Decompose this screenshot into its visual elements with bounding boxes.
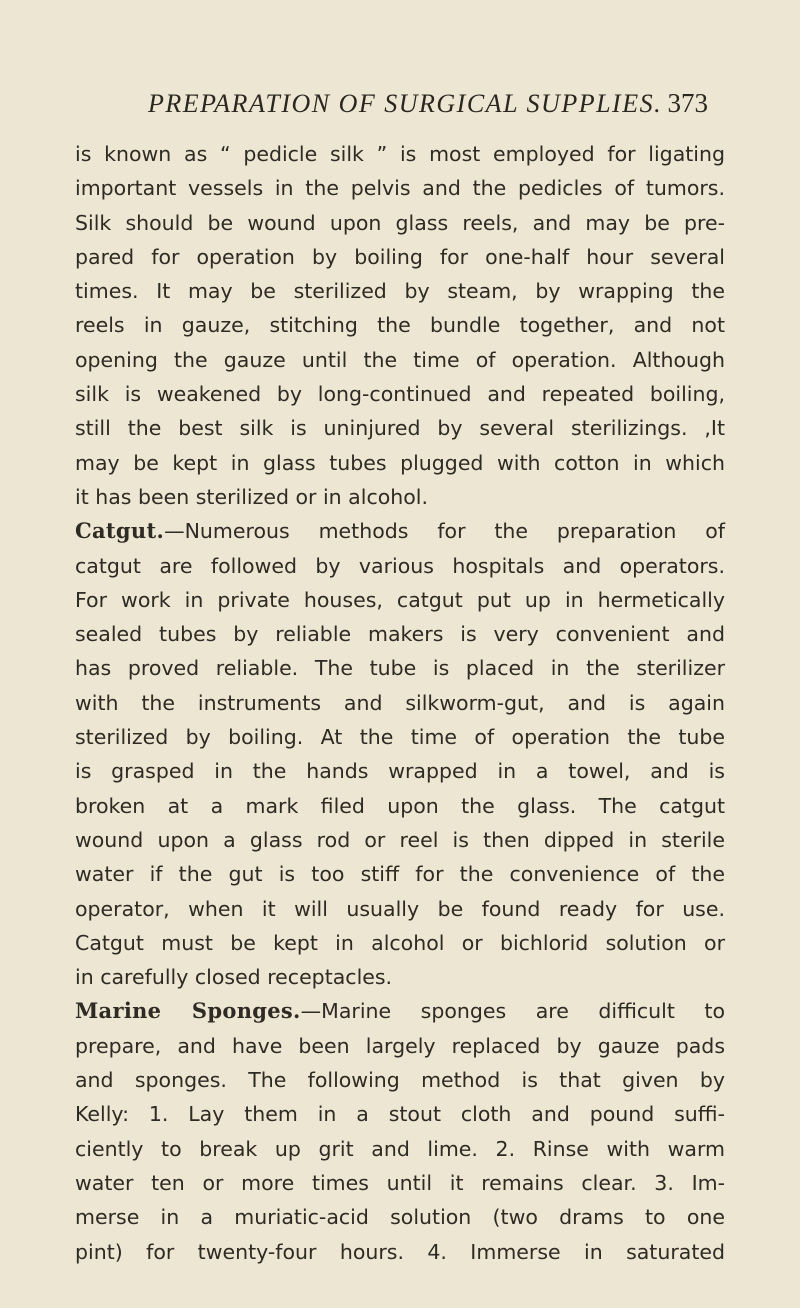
text-line: For work in private houses, catgut put up in hermetically — [75, 587, 725, 612]
text-line: water ten or more times until it remains clear. 3. Im- — [75, 1170, 725, 1195]
text-line: times. It may be sterilized by steam, by wrapping the — [75, 279, 725, 304]
text-fragment: —Numerous methods for the preparation of — [164, 519, 725, 544]
paragraph-catgut — [75, 514, 725, 994]
text-line: catgut are followed by various hospitals and operators. — [75, 553, 725, 578]
text-line-with-heading — [75, 514, 725, 548]
text-line: silk is weakened by long-continued and repeated boiling, — [75, 382, 725, 407]
text-line: is known as “ pedicle silk ” is most employed for ligating — [75, 142, 725, 166]
text-line: Silk should be wound upon glass reels, and may be pre- — [75, 210, 725, 235]
text-line: still the best silk is uninjured by several sterilizings. ,It — [75, 416, 725, 441]
section-heading-catgut: Catgut. — [75, 518, 165, 544]
text-line: water if the gut is too stiff for the convenience of the — [75, 862, 725, 887]
text-line: important vessels in the pelvis and the pedicles of tumors. — [75, 176, 725, 201]
page-number: 373 — [667, 88, 708, 118]
text-line: Catgut must be kept in alcohol or bichlorid solution or — [75, 930, 725, 955]
running-head — [148, 88, 708, 119]
body-text — [75, 137, 725, 1269]
text-line: may be kept in glass tubes plugged with cotton in which — [75, 450, 725, 475]
running-title: PREPARATION OF SURGICAL SUPPLIES. — [148, 89, 663, 118]
paragraph-silk — [75, 137, 725, 514]
text-line: prepare, and have been largely replaced by gauze pads — [75, 1033, 725, 1058]
text-line: Kelly: 1. Lay them in a stout cloth and pound suffi- — [75, 1102, 725, 1127]
text-line: sterilized by boiling. At the time of operation the tube — [75, 725, 725, 750]
text-line: operator, when it will usually be found ready for use. — [75, 896, 725, 921]
text-line: opening the gauze until the time of operation. Although — [75, 347, 725, 372]
text-line: in carefully closed receptacles. — [75, 965, 393, 990]
text-line: pint) for twenty-four hours. 4. Immerse in saturated — [75, 1239, 725, 1264]
text-line: wound upon a glass rod or reel is then dipped in sterile — [75, 827, 725, 852]
text-line: and sponges. The following method is that given by — [75, 1068, 725, 1093]
text-fragment: —Marine sponges are difficult to — [300, 999, 725, 1024]
text-line: broken at a mark filed upon the glass. The catgut — [75, 793, 725, 818]
text-line-with-heading — [75, 994, 725, 1028]
section-heading-marine-sponges: Marine Sponges. — [75, 998, 301, 1024]
text-line: pared for operation by boiling for one-half hour several — [75, 244, 725, 269]
text-line: merse in a muriatic-acid solution (two drams to one — [75, 1205, 725, 1230]
text-line: is grasped in the hands wrapped in a towel, and is — [75, 759, 725, 784]
text-line: with the instruments and silkworm-gut, and is again — [75, 690, 725, 715]
text-line: ciently to break up grit and lime. 2. Rinse with warm — [75, 1136, 725, 1161]
text-line: reels in gauze, stitching the bundle together, and not — [75, 313, 725, 338]
paragraph-marine-sponges — [75, 994, 725, 1268]
text-line: sealed tubes by reliable makers is very convenient and — [75, 622, 725, 647]
text-line: has proved reliable. The tube is placed in the sterilizer — [75, 656, 725, 681]
text-line: it has been sterilized or in alcohol. — [75, 484, 429, 509]
